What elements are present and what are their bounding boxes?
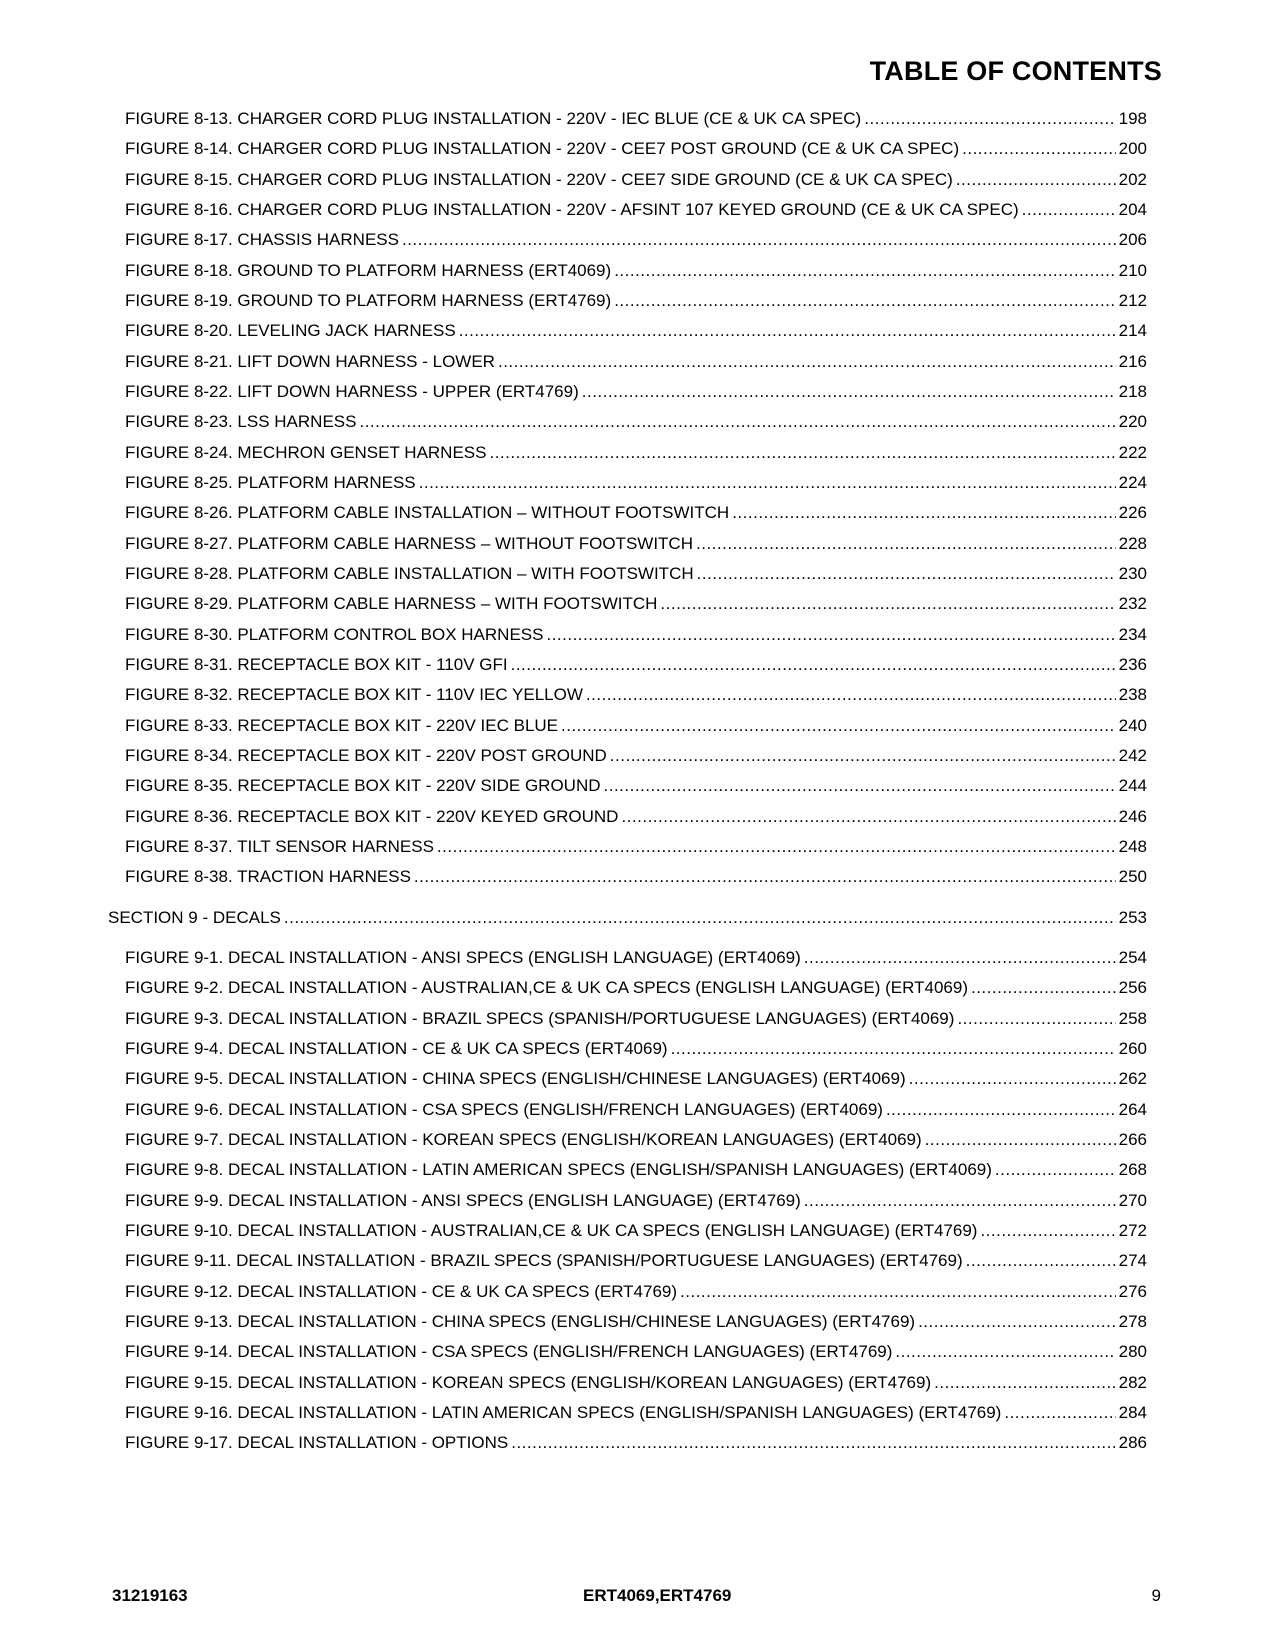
toc-entry[interactable] — [125, 1432, 1147, 1454]
toc-entry-page: 222 — [1118, 443, 1147, 462]
toc-entry[interactable] — [125, 138, 1147, 160]
toc-entry-label: FIGURE 8-21. LIFT DOWN HARNESS - LOWER — [125, 352, 495, 371]
dot-leader — [582, 381, 1116, 403]
toc-entry-page: 282 — [1118, 1373, 1147, 1392]
dot-leader — [680, 1281, 1116, 1303]
dot-leader — [995, 1159, 1116, 1181]
dot-leader — [284, 907, 1116, 929]
toc-entry-page: 204 — [1118, 200, 1147, 219]
dot-leader — [909, 1068, 1116, 1090]
dot-leader — [696, 533, 1116, 555]
dot-leader — [886, 1099, 1116, 1121]
toc-entry-page: 264 — [1118, 1100, 1147, 1119]
toc-entry-page: 228 — [1118, 534, 1147, 553]
toc-entry-label: FIGURE 8-17. CHASSIS HARNESS — [125, 230, 399, 249]
toc-entry[interactable] — [125, 229, 1147, 251]
dot-leader — [489, 442, 1115, 464]
toc-entry[interactable] — [125, 563, 1147, 585]
dot-leader — [459, 320, 1116, 342]
toc-entry[interactable] — [125, 977, 1147, 999]
dot-leader — [957, 1008, 1115, 1030]
toc-entry-label: FIGURE 9-15. DECAL INSTALLATION - KOREAN SPECS (ENGLISH/KOREAN LANGUAGES) (ERT4769) — [125, 1373, 932, 1392]
toc-entry-page: 276 — [1118, 1282, 1147, 1301]
dot-leader — [402, 229, 1116, 251]
dot-leader — [966, 1250, 1116, 1272]
dot-leader — [895, 1341, 1115, 1363]
toc-entry[interactable] — [125, 654, 1147, 676]
toc-entry[interactable] — [125, 624, 1147, 646]
toc-entry-page: 260 — [1118, 1039, 1147, 1058]
footer-doc-number: 31219163 — [112, 1586, 188, 1605]
toc-entry-page: 286 — [1118, 1433, 1147, 1452]
toc-entry[interactable] — [125, 1402, 1147, 1424]
toc-entry-page: 238 — [1118, 685, 1147, 704]
dot-leader — [956, 169, 1116, 191]
toc-entry-page: 268 — [1118, 1160, 1147, 1179]
toc-entry[interactable] — [125, 108, 1147, 130]
toc-entry-label: FIGURE 8-34. RECEPTACLE BOX KIT - 220V POST GROUND — [125, 746, 607, 765]
dot-leader — [925, 1129, 1116, 1151]
toc-entry[interactable] — [125, 1281, 1147, 1303]
toc-entry[interactable] — [125, 1159, 1147, 1181]
toc-entry[interactable] — [125, 411, 1147, 433]
toc-entry-label: FIGURE 8-33. RECEPTACLE BOX KIT - 220V IEC BLUE — [125, 716, 559, 735]
toc-entry-page: 240 — [1118, 716, 1147, 735]
toc-entry[interactable] — [125, 1311, 1147, 1333]
footer-models: ERT4069,ERT4769 — [583, 1586, 732, 1605]
toc-entry-page: 224 — [1118, 473, 1147, 492]
dot-leader — [561, 715, 1116, 737]
toc-entry-page: 246 — [1118, 807, 1147, 826]
toc-entry-label: FIGURE 9-5. DECAL INSTALLATION - CHINA SPECS (ENGLISH/CHINESE LANGUAGES) (ERT4069) — [125, 1069, 906, 1088]
toc-entry[interactable] — [125, 947, 1147, 969]
toc-entry-page: 266 — [1118, 1130, 1147, 1149]
toc-entry-label: FIGURE 8-24. MECHRON GENSET HARNESS — [125, 443, 487, 462]
toc-entry-page: 214 — [1118, 321, 1147, 340]
toc-entry-label: FIGURE 8-27. PLATFORM CABLE HARNESS – WITHOUT FOOTSWITCH — [125, 534, 693, 553]
toc-entry[interactable] — [125, 260, 1147, 282]
toc-entry-page: 216 — [1118, 352, 1147, 371]
toc-entry-page: 230 — [1118, 564, 1147, 583]
toc-entry-label: SECTION 9 - DECALS — [108, 908, 281, 927]
toc-entry[interactable] — [125, 320, 1147, 342]
toc-entry-label: FIGURE 8-20. LEVELING JACK HARNESS — [125, 321, 456, 340]
toc-entry-label: FIGURE 9-16. DECAL INSTALLATION - LATIN AMERICAN SPECS (ENGLISH/SPANISH LANGUAGES) (ERT4769) — [125, 1403, 1002, 1422]
dot-leader — [1004, 1402, 1115, 1424]
dot-leader — [437, 836, 1116, 858]
toc-entry-page: 202 — [1118, 170, 1147, 189]
toc-entry-page: 206 — [1118, 230, 1147, 249]
toc-entry[interactable] — [125, 1250, 1147, 1272]
dot-leader — [511, 1432, 1115, 1454]
toc-entry[interactable] — [125, 1038, 1147, 1060]
toc-entry-label: FIGURE 8-26. PLATFORM CABLE INSTALLATION – WITHOUT FOOTSWITCH — [125, 503, 730, 522]
toc-entry[interactable] — [125, 1129, 1147, 1151]
dot-leader — [804, 947, 1116, 969]
toc-entry-page: 272 — [1118, 1221, 1147, 1240]
toc-entry-page: 256 — [1118, 978, 1147, 997]
dot-leader — [732, 502, 1115, 524]
toc-entry-page: 226 — [1118, 503, 1147, 522]
toc-entry[interactable] — [125, 1190, 1147, 1212]
toc-entry[interactable] — [125, 533, 1147, 555]
toc-entry[interactable] — [125, 745, 1147, 767]
toc-entry-page: 232 — [1118, 594, 1147, 613]
dot-leader — [359, 411, 1115, 433]
toc-entry[interactable] — [125, 169, 1147, 191]
dot-leader — [621, 806, 1115, 828]
toc-entry-label: FIGURE 9-17. DECAL INSTALLATION - OPTIONS — [125, 1433, 509, 1452]
toc-entry-label: FIGURE 9-11. DECAL INSTALLATION - BRAZIL SPECS (SPANISH/PORTUGUESE LANGUAGES) (ERT4769) — [125, 1251, 963, 1270]
toc-entry-label: FIGURE 9-2. DECAL INSTALLATION - AUSTRALIAN,CE & UK CA SPECS (ENGLISH LANGUAGE) (ERT4069) — [125, 978, 968, 997]
toc-entry[interactable] — [125, 1372, 1147, 1394]
toc-entry[interactable] — [125, 1068, 1147, 1090]
toc-entry-label: FIGURE 8-16. CHARGER CORD PLUG INSTALLATION - 220V - AFSINT 107 KEYED GROUND (CE & UK CA SPEC) — [125, 200, 1019, 219]
dot-leader — [934, 1372, 1115, 1394]
dot-leader — [918, 1311, 1116, 1333]
toc-entry-page: 212 — [1118, 291, 1147, 310]
toc-entry-page: 250 — [1118, 867, 1147, 886]
toc-entry-label: FIGURE 8-31. RECEPTACLE BOX KIT - 110V GFI — [125, 655, 508, 674]
toc-entry-page: 280 — [1118, 1342, 1147, 1361]
toc-entry-label: FIGURE 9-3. DECAL INSTALLATION - BRAZIL SPECS (SPANISH/PORTUGUESE LANGUAGES) (ERT4069) — [125, 1009, 955, 1028]
toc-entry[interactable] — [125, 351, 1147, 373]
dot-leader — [1022, 199, 1116, 221]
toc-entry-label: FIGURE 8-22. LIFT DOWN HARNESS - UPPER (ERT4769) — [125, 382, 579, 401]
toc-entry[interactable] — [125, 836, 1147, 858]
toc-entry[interactable] — [125, 1008, 1147, 1030]
dot-leader — [697, 563, 1116, 585]
toc-entry-label: FIGURE 8-25. PLATFORM HARNESS — [125, 473, 416, 492]
dot-leader — [660, 593, 1115, 615]
dot-leader — [498, 351, 1116, 373]
dot-leader — [671, 1038, 1116, 1060]
toc-entry-label: FIGURE 9-1. DECAL INSTALLATION - ANSI SPECS (ENGLISH LANGUAGE) (ERT4069) — [125, 948, 801, 967]
dot-leader — [546, 624, 1115, 646]
toc-entry-page: 284 — [1118, 1403, 1147, 1422]
dot-leader — [804, 1190, 1116, 1212]
toc-entry-page: 248 — [1118, 837, 1147, 856]
toc-entry-label: FIGURE 9-14. DECAL INSTALLATION - CSA SPECS (ENGLISH/FRENCH LANGUAGES) (ERT4769) — [125, 1342, 893, 1361]
toc-entry[interactable] — [125, 442, 1147, 464]
dot-leader — [419, 472, 1116, 494]
toc-entry-label: FIGURE 8-15. CHARGER CORD PLUG INSTALLATION - 220V - CEE7 SIDE GROUND (CE & UK CA SPEC) — [125, 170, 953, 189]
toc-entry-page: 242 — [1118, 746, 1147, 765]
toc-entry-label: FIGURE 9-6. DECAL INSTALLATION - CSA SPECS (ENGLISH/FRENCH LANGUAGES) (ERT4069) — [125, 1100, 883, 1119]
toc-entry-label: FIGURE 8-23. LSS HARNESS — [125, 412, 357, 431]
dot-leader — [962, 138, 1116, 160]
toc-entry-page: 258 — [1118, 1009, 1147, 1028]
toc-entry-label: FIGURE 8-30. PLATFORM CONTROL BOX HARNESS — [125, 625, 544, 644]
toc-entry[interactable] — [125, 775, 1147, 797]
toc-entry[interactable] — [125, 199, 1147, 221]
dot-leader — [971, 977, 1116, 999]
dot-leader — [980, 1220, 1115, 1242]
dot-leader — [864, 108, 1115, 130]
toc-entry-label: FIGURE 8-29. PLATFORM CABLE HARNESS – WITH FOOTSWITCH — [125, 594, 658, 613]
toc-entry-page: 274 — [1118, 1251, 1147, 1270]
toc-entry-label: FIGURE 9-4. DECAL INSTALLATION - CE & UK CA SPECS (ERT4069) — [125, 1039, 668, 1058]
toc-entry[interactable] — [125, 806, 1147, 828]
toc-entry-page: 236 — [1118, 655, 1147, 674]
toc-entry[interactable] — [125, 502, 1147, 524]
toc-entry-page: 198 — [1118, 109, 1147, 128]
toc-entry-page: 262 — [1118, 1069, 1147, 1088]
toc-entry-page: 270 — [1118, 1191, 1147, 1210]
dot-leader — [586, 684, 1116, 706]
toc-entry[interactable] — [125, 1220, 1147, 1242]
footer-page-number: 9 — [1151, 1586, 1161, 1605]
dot-leader — [511, 654, 1116, 676]
toc-entry-label: FIGURE 9-10. DECAL INSTALLATION - AUSTRALIAN,CE & UK CA SPECS (ENGLISH LANGUAGE) (ERT4769) — [125, 1221, 978, 1240]
toc-entry-page: 200 — [1118, 139, 1147, 158]
toc-entry-label: FIGURE 8-35. RECEPTACLE BOX KIT - 220V SIDE GROUND — [125, 776, 601, 795]
toc-entry-label: FIGURE 9-12. DECAL INSTALLATION - CE & UK CA SPECS (ERT4769) — [125, 1282, 678, 1301]
toc-entry[interactable] — [125, 1099, 1147, 1121]
toc-entry-page: 218 — [1118, 382, 1147, 401]
dot-leader — [604, 775, 1116, 797]
toc-entry-page: 278 — [1118, 1312, 1147, 1331]
toc-entry-label: FIGURE 8-36. RECEPTACLE BOX KIT - 220V KEYED GROUND — [125, 807, 619, 826]
toc-entry[interactable] — [125, 1341, 1147, 1363]
dot-leader — [414, 866, 1116, 888]
toc-entry-label: FIGURE 8-32. RECEPTACLE BOX KIT - 110V IEC YELLOW — [125, 685, 583, 704]
toc-entry-label: FIGURE 9-7. DECAL INSTALLATION - KOREAN SPECS (ENGLISH/KOREAN LANGUAGES) (ERT4069) — [125, 1130, 922, 1149]
toc-entry-label: FIGURE 8-38. TRACTION HARNESS — [125, 867, 411, 886]
toc-entry-label: FIGURE 8-19. GROUND TO PLATFORM HARNESS (ERT4769) — [125, 291, 612, 310]
toc-entry[interactable] — [125, 684, 1147, 706]
toc-entry[interactable] — [125, 381, 1147, 403]
toc-entry-label: FIGURE 8-13. CHARGER CORD PLUG INSTALLATION - 220V - IEC BLUE (CE & UK CA SPEC) — [125, 109, 862, 128]
toc-entry-label: FIGURE 8-37. TILT SENSOR HARNESS — [125, 837, 434, 856]
toc-entry[interactable] — [125, 593, 1147, 615]
toc-entry-label: FIGURE 9-9. DECAL INSTALLATION - ANSI SPECS (ENGLISH LANGUAGE) (ERT4769) — [125, 1191, 801, 1210]
dot-leader — [614, 260, 1115, 282]
toc-entry[interactable] — [125, 715, 1147, 737]
toc-entry-label: FIGURE 8-28. PLATFORM CABLE INSTALLATION – WITH FOOTSWITCH — [125, 564, 694, 583]
page-title: TABLE OF CONTENTS — [869, 56, 1162, 86]
toc-entry[interactable] — [125, 472, 1147, 494]
toc-entry-page: 234 — [1118, 625, 1147, 644]
toc-entry-label: FIGURE 8-14. CHARGER CORD PLUG INSTALLATION - 220V - CEE7 POST GROUND (CE & UK CA SPEC) — [125, 139, 960, 158]
toc-entry-page: 253 — [1118, 908, 1147, 927]
dot-leader — [610, 745, 1116, 767]
toc-entry[interactable] — [125, 866, 1147, 888]
toc-entry-page: 254 — [1118, 948, 1147, 967]
toc-entry-label: FIGURE 9-8. DECAL INSTALLATION - LATIN AMERICAN SPECS (ENGLISH/SPANISH LANGUAGES) (ERT4069) — [125, 1160, 992, 1179]
dot-leader — [614, 290, 1115, 312]
toc-entry-page: 210 — [1118, 261, 1147, 280]
toc-entry-label: FIGURE 9-13. DECAL INSTALLATION - CHINA SPECS (ENGLISH/CHINESE LANGUAGES) (ERT4769) — [125, 1312, 916, 1331]
toc-entry-page: 220 — [1118, 412, 1147, 431]
toc-entry-label: FIGURE 8-18. GROUND TO PLATFORM HARNESS (ERT4069) — [125, 261, 612, 280]
toc-entry-page: 244 — [1118, 776, 1147, 795]
toc-section-entry[interactable] — [108, 907, 1147, 929]
toc-entry[interactable] — [125, 290, 1147, 312]
